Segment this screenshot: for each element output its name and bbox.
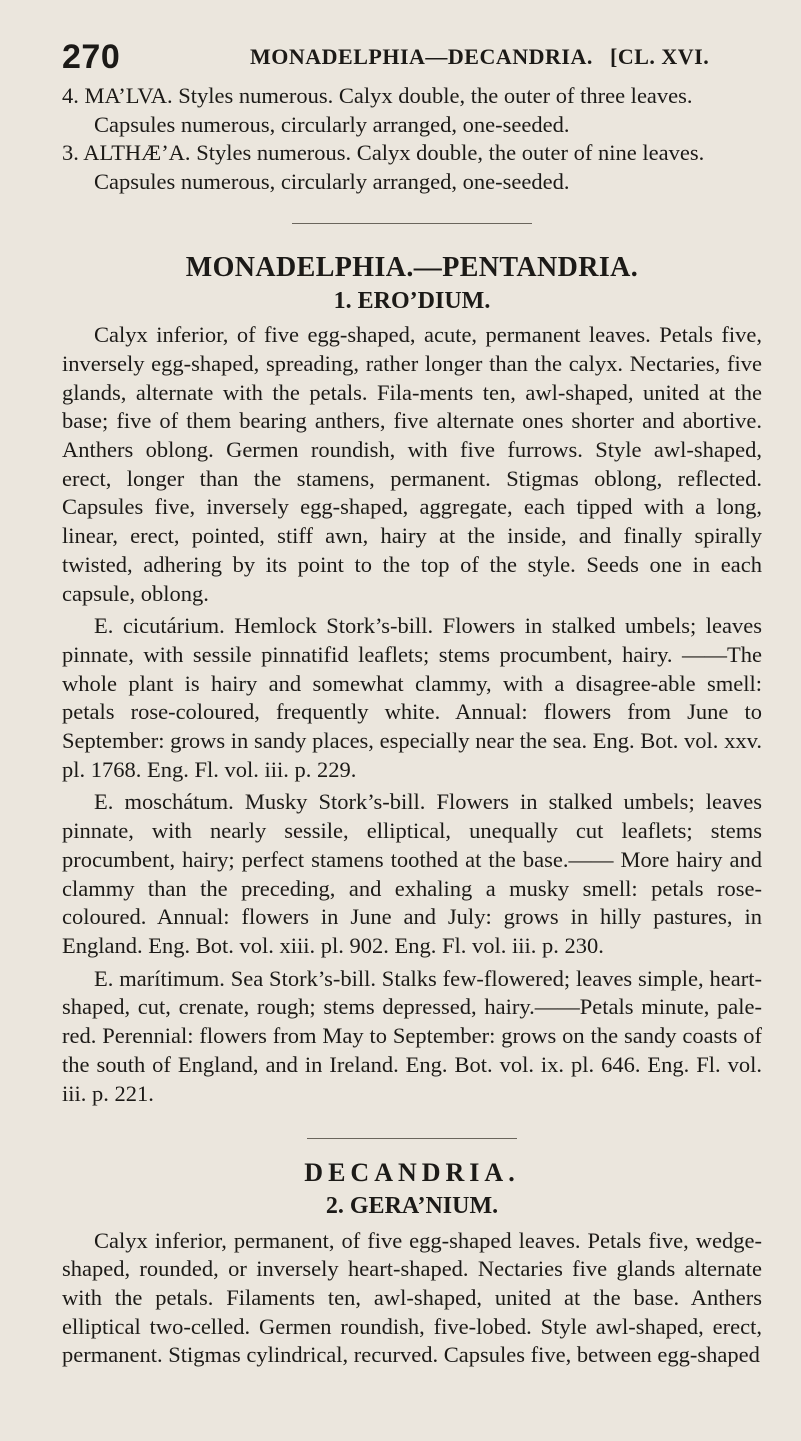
page-number: 270 bbox=[62, 38, 121, 76]
class-label: [CL. XVI. bbox=[610, 44, 710, 69]
divider bbox=[307, 1138, 517, 1139]
entry-malva: 4. MA’LVA. Styles numerous. Calyx double, the outer of three leaves. Capsules numerous, circularly arranged, one-seeded. bbox=[62, 83, 693, 137]
species-entry: E. marítimum. Sea Stork’s-bill. Stalks few-flowered; leaves simple, heart-shaped, cut, crenate, rough; stems depressed, hairy.——Petals minute, pale-red. Perennial: flowers from May to September: grows on the sandy coasts of the south of England, and in Ireland. Eng. Bot. vol. ix. pl. 646. Eng. Fl. vol. iii. p. 221. bbox=[62, 965, 762, 1106]
top-entries bbox=[62, 82, 762, 1370]
running-title: MONADELPHIA—DECANDRIA. bbox=[250, 44, 593, 69]
genus-description: Calyx inferior, of five egg-shaped, acute, permanent leaves. Petals five, inversely egg-shaped, spreading, rather longer than the calyx. Nectaries, five glands, alternate with the petals. Fila-ments ten, awl-shaped, united at the base; five of them bearing anthers, five alternate ones shorter and abortive. Anthers oblong. Germen roundish, with five furrows. Style awl-shaped, erect, longer than the stamens, permanent. Stigmas oblong, reflected. Capsules five, inversely egg-shaped, aggregate, each tipped with a long, linear, erect, pointed, stiff awn, hairy at the inside, and finally spirally twisted, adhering by its point to the top of the style. Seeds one in each capsule, oblong. bbox=[62, 322, 762, 606]
species-entry: E. cicutárium. Hemlock Stork’s-bill. Flowers in stalked umbels; leaves pinnate, with sessile pinnatifid leaflets; stems procumbent, hairy. ——The whole plant is hairy and somewhat clammy, with a disagree-able smell: petals rose-coloured, frequently white. Annual: flowers from June to September: grows in sandy places, especially near the sea. Eng. Bot. vol. xxv. pl. 1768. Eng. Fl. vol. iii. p. 229. bbox=[62, 613, 762, 782]
section-title: DECANDRIA. bbox=[304, 1158, 520, 1188]
species-entry: E. moschátum. Musky Stork’s-bill. Flowers in stalked umbels; leaves pinnate, with nearly sessile, elliptical, unequally cut leaflets; stems procumbent, hairy; perfect stamens toothed at the base.—— More hairy and clammy than the preceding, and exhaling a musky smell: petals rose-coloured. Annual: flowers in June and July: grows in hilly pastures, in England. Eng. Bot. vol. xiii. pl. 902. Eng. Fl. vol. iii. p. 230. bbox=[62, 789, 762, 958]
genus-heading: 2. GERA’NIUM. bbox=[325, 1192, 499, 1219]
genus-description: Calyx inferior, permanent, of five egg-shaped leaves. Petals five, wedge-shaped, rounded, or inversely heart-shaped. Nectaries five glands alternate with the petals. Filaments ten, awl-shaped, united at the base. Anthers elliptical two-celled. Germen roundish, five-lobed. Style awl-shaped, erect, permanent. Stigmas cylindrical, recurved. Capsules five, between egg-shaped bbox=[62, 1227, 762, 1368]
divider bbox=[292, 223, 532, 224]
section-title: MONADELPHIA.—PENTANDRIA. bbox=[185, 251, 639, 283]
genus-heading: 1. ERO’DIUM. bbox=[333, 287, 491, 314]
entry-althaea: 3. ALTHÆ’A. Styles numerous. Calyx double, the outer of nine leaves. Capsules numerous, circularly arranged, one-seeded. bbox=[62, 140, 705, 195]
